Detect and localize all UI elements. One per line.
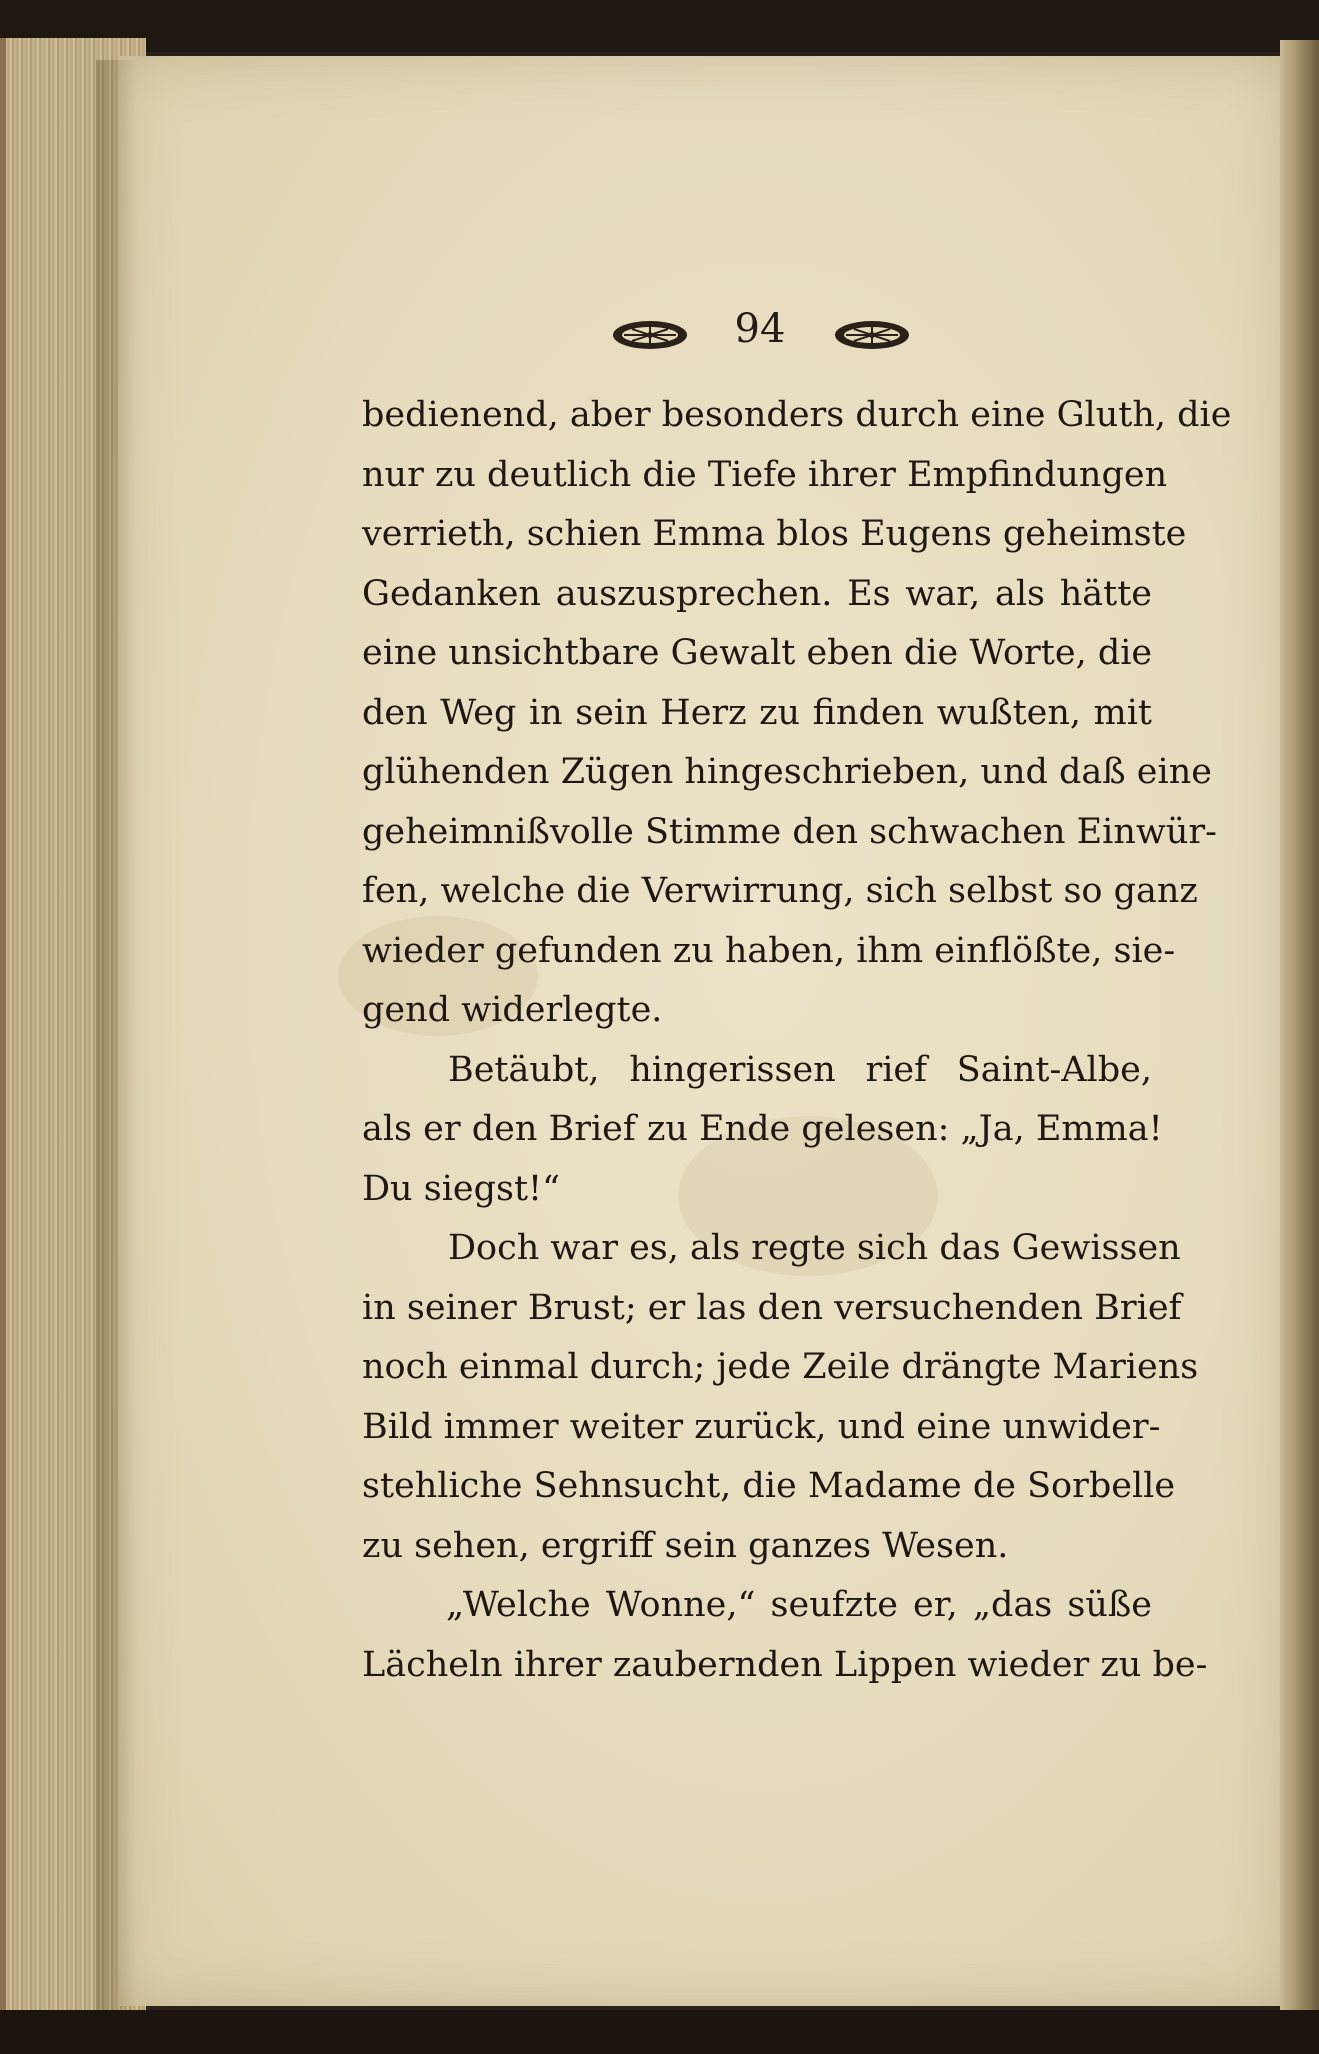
text-line: gend widerlegte.: [362, 990, 663, 1030]
text-line: Du siegst!“: [362, 1168, 560, 1209]
ornament-right-icon: [832, 318, 912, 352]
body-text: [362, 386, 1232, 1695]
text-line: „Welche Wonne,“ seufzte er, „das süße: [446, 1585, 1152, 1625]
text-line: nur zu deutlich die Tiefe ihrer Empfindungen: [362, 454, 1168, 495]
page-number: 94: [734, 306, 786, 352]
text-line: glühenden Zügen hingeschrieben, und daß eine: [362, 752, 1212, 792]
text-line: geheimnißvolle Stimme den schwachen Einwür-: [362, 811, 1217, 852]
text-line: wieder gefunden zu haben, ihm einflößte, sie-: [362, 930, 1176, 971]
text-line: Betäubt, hingerissen rief Saint-Albe,: [448, 1049, 1152, 1090]
text-line: den Weg in sein Herz zu finden wußten, mit: [362, 692, 1152, 733]
text-line: Doch war es, als regte sich das Gewissen: [448, 1228, 1181, 1268]
text-line: Lächeln ihrer zaubernden Lippen wieder zu be-: [362, 1644, 1208, 1685]
background-bottom: [0, 2010, 1319, 2054]
ornament-left-icon: [610, 318, 690, 352]
text-line: noch einmal durch; jede Zeile drängte Mariens: [362, 1347, 1199, 1387]
text-line: zu sehen, ergriff sein ganzes Wesen.: [362, 1525, 1009, 1566]
text-line: Bild immer weiter zurück, und eine unwider-: [362, 1406, 1161, 1447]
text-line: fen, welche die Verwirrung, sich selbst so ganz: [362, 871, 1198, 911]
text-line: als er den Brief zu Ende gelesen: „Ja, Emma!: [362, 1109, 1163, 1149]
page-header: [600, 306, 920, 366]
text-line: Gedanken auszusprechen. Es war, als hätte: [362, 573, 1152, 614]
text-line: in seiner Brust; er las den versuchenden Brief: [362, 1287, 1182, 1328]
background-top: [0, 0, 1319, 52]
text-line: eine unsichtbare Gewalt eben die Worte, die: [362, 633, 1153, 673]
text-line: verrieth, schien Emma blos Eugens geheimste: [362, 514, 1187, 554]
book-cover-edge: [1280, 40, 1319, 2030]
text-line: bedienend, aber besonders durch eine Gluth, die: [362, 395, 1232, 435]
text-line: stehliche Sehnsucht, die Madame de Sorbelle: [362, 1466, 1176, 1506]
gutter-shadow: [96, 60, 136, 2020]
